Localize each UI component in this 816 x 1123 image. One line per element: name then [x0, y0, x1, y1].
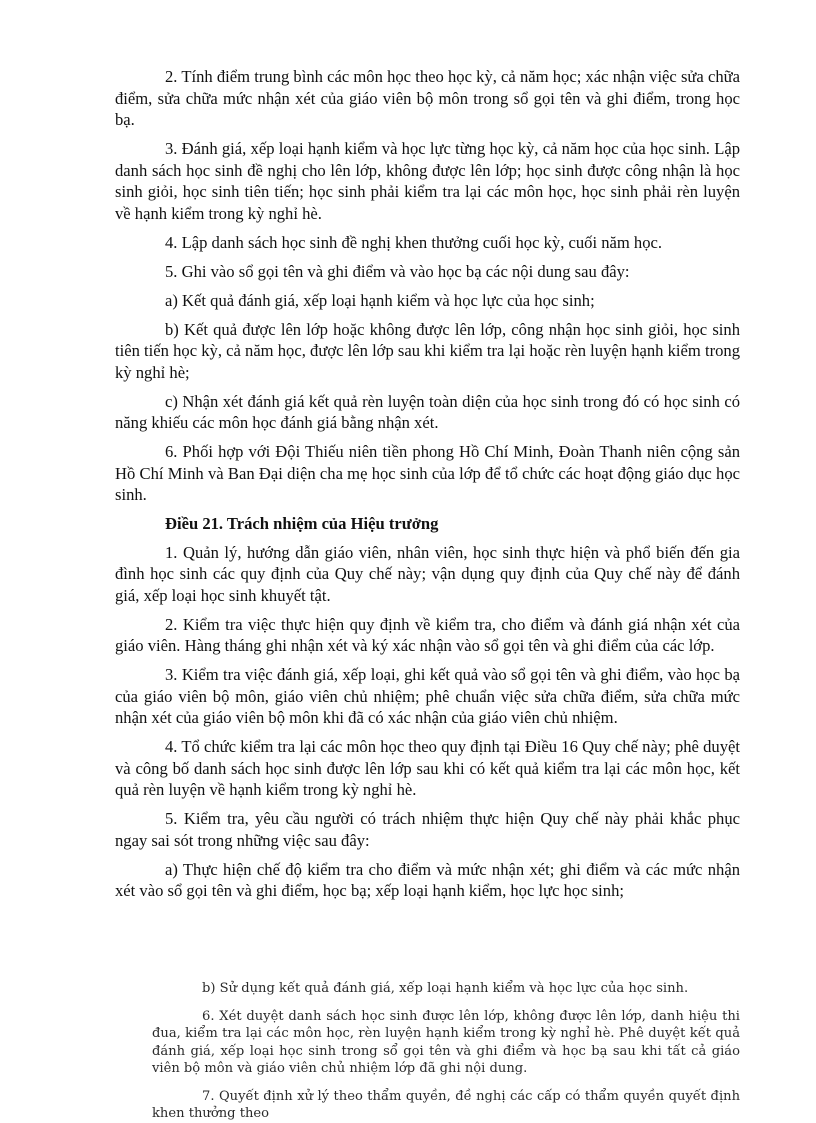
paragraph-subitem-5c: c) Nhận xét đánh giá kết quả rèn luyện toàn diện của học sinh trong đó có học sinh có năng khiếu các môn học đánh giá bằng nhận xét.	[115, 391, 740, 432]
paragraph-item-2: 2. Tính điểm trung bình các môn học theo học kỳ, cả năm học; xác nhận việc sửa chữa điểm, sửa chữa mức nhận xét của giáo viên bộ môn trong sổ gọi tên và ghi điểm, trong học bạ.	[115, 67, 740, 129]
paragraph-item-3: 3. Đánh giá, xếp loại hạnh kiểm và học lực từng học kỳ, cả năm học của học sinh. Lập danh sách học sinh đề nghị cho lên lớp, không được lên lớp; học sinh được công nhận là học sinh giỏi, học sinh tiên tiến; học sinh phải kiểm tra lại các môn học, học sinh phải rèn luyện về hạnh kiểm trong kỳ nghỉ hè.	[115, 139, 740, 223]
scanned-item-6: 6. Xét duyệt danh sách học sinh được lên lớp, không được lên lớp, danh hiệu thi đua, kiểm tra lại các môn học, rèn luyện hạnh kiểm trong kỳ nghỉ hè. Phê duyệt kết quả đánh giá, xếp loại học sinh trong sổ gọi tên và ghi điểm và học bạ sau khi tất cả giáo viên bộ môn và giáo viên chủ nhiệm lớp đã ghi nội dung.	[152, 1008, 740, 1076]
paragraph-subitem-5a: a) Kết quả đánh giá, xếp loại hạnh kiểm và học lực của học sinh;	[165, 290, 595, 310]
article-21-item-1: 1. Quản lý, hướng dẫn giáo viên, nhân viên, học sinh thực hiện và phổ biến đến gia đình học sinh các quy định của Quy chế này; vận dụng quy định của Quy chế này để đánh giá, xếp loại học sinh khuyết tật.	[115, 542, 740, 605]
paragraph-item-4: 4. Lập danh sách học sinh đề nghị khen thưởng cuối học kỳ, cuối năm học.	[165, 232, 663, 252]
paragraph-item-5: 5. Ghi vào sổ gọi tên và ghi điểm và vào học bạ các nội dung sau đây:	[165, 261, 630, 281]
article-21-subitem-5a: a) Thực hiện chế độ kiểm tra cho điểm và mức nhận xét; ghi điểm và các mức nhận xét vào sổ gọi tên và ghi điểm, học bạ; xếp loại hạnh kiểm, học lực học sinh;	[115, 859, 740, 900]
scanned-item-7: 7. Quyết định xử lý theo thẩm quyền, đề nghị các cấp có thẩm quyền quyết định khen thưởng theo	[152, 1088, 740, 1121]
text-column	[115, 66, 740, 909]
scanned-text-block	[152, 980, 740, 1123]
article-21-item-2: 2. Kiểm tra việc thực hiện quy định về kiểm tra, cho điểm và đánh giá nhận xét của giáo viên. Hàng tháng ghi nhận xét và ký xác nhận vào sổ gọi tên và ghi điểm của các lớp.	[115, 614, 740, 655]
article-21-item-4: 4. Tổ chức kiểm tra lại các môn học theo quy định tại Điều 16 Quy chế này; phê duyệt và công bố danh sách học sinh được lên lớp sau khi có kết quả kiểm tra lại các môn học, kết quả rèn luyện về hạnh kiểm trong kỳ nghỉ hè.	[115, 737, 740, 799]
article-21-item-5: 5. Kiểm tra, yêu cầu người có trách nhiệm thực hiện Quy chế này phải khắc phục ngay sai sót trong những việc sau đây:	[115, 809, 740, 850]
article-21-heading: Điều 21. Trách nhiệm của Hiệu trưởng	[165, 514, 439, 533]
article-21-item-3: 3. Kiểm tra việc đánh giá, xếp loại, ghi kết quả vào sổ gọi tên và ghi điểm, vào học bạ của giáo viên bộ môn, giáo viên chủ nhiệm; phê chuẩn việc sửa chữa điểm, sửa chữa mức nhận xét của giáo viên bộ môn khi đã có xác nhận của giáo viên chủ nhiệm.	[115, 665, 740, 727]
paragraph-subitem-5b: b) Kết quả được lên lớp hoặc không được lên lớp, công nhận học sinh giỏi, học sinh tiên tiến học kỳ, cả năm học, được lên lớp sau khi kiểm tra lại hoặc rèn luyện hạnh kiểm trong kỳ nghỉ hè;	[115, 319, 740, 382]
paragraph-item-6: 6. Phối hợp với Đội Thiếu niên tiền phong Hồ Chí Minh, Đoàn Thanh niên cộng sản Hồ Chí Minh và Ban Đại diện cha mẹ học sinh của lớp để tổ chức các hoạt động giáo dục học sinh.	[115, 442, 740, 504]
scanned-subitem-5b: b) Sử dụng kết quả đánh giá, xếp loại hạnh kiểm và học lực của học sinh.	[202, 981, 689, 996]
